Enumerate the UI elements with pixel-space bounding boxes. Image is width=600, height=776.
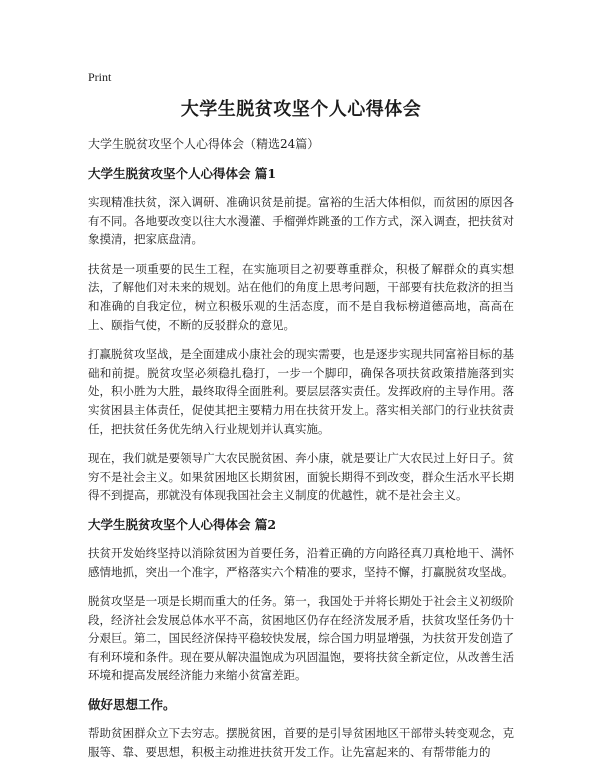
paragraph: 实现精准扶贫，深入调研、准确识贫是前提。富裕的生活大体相似，而贫困的原因各有不同。各地要改变以往大水漫灌、手榴弹炸跳蚤的工作方式，深入调查，把扶贫对象摸清，把家底盘清。 xyxy=(88,195,514,247)
paragraph: 脱贫攻坚是一项是长期而重大的任务。第一，我国处于并将长期处于社会主义初级阶段，经济社会发展总体水平不高，贫困地区仍存在经济发展矛盾，扶贫攻坚任务仍十分艰巨。第二，国民经济保持平稳较快发展，综合国力明显增强，为扶贫开发创造了有利环境和条件。现在要从解决温饱成为巩固温饱，要将扶贫全新定位，从改善生活环境和提高发展经济能力来缩小贫富差距。 xyxy=(88,594,514,683)
print-link[interactable]: Print xyxy=(88,70,112,84)
document-title: 大学生脱贫攻坚个人心得体会 xyxy=(180,99,422,120)
paragraph: 扶贫是一项重要的民生工程，在实施项目之初要尊重群众，积极了解群众的真实想法，了解他们对未来的规划。站在他们的角度上思考问题，干部要有扶危救济的担当和准确的自我定位，树立积极乐观的生活态度，而不是自我标榜道德高地，高高在上、颐指气使，不断的反驳群众的意见。 xyxy=(88,261,514,332)
section-heading: 做好思想工作。 xyxy=(88,697,176,713)
paragraph: 现在，我们就是要领导广大农民脱贫困、奔小康，就是要让广大农民过上好日子。贫穷不是社会主义。如果贫困地区长期贫困，面貌长期得不到改变，群众生活水平长期得不到提高，那就没有体现我国社会主义制度的优越性，就不是社会主义。 xyxy=(88,451,514,503)
paragraph: 打赢脱贫攻坚战，是全面建成小康社会的现实需要，也是逐步实现共同富裕目标的基础和前提。脱贫攻坚必须稳扎稳打，一步一个脚印，确保各项扶贫政策措施落到实处，积小胜为大胜，最终取得全面胜利。要层层落实责任。发挥政府的主导作用。落实贫困县主体责任，促使其把主要精力用在扶贫开发上。落实相关部门的行业扶贫责任，把扶贫任务优先纳入行业规划并认真实施。 xyxy=(88,347,514,436)
document-subtitle: 大学生脱贫攻坚个人心得体会（精选24篇） xyxy=(88,137,320,151)
paragraph: 帮助贫困群众立下去穷志。摆脱贫困，首要的是引导贫困地区干部带头转变观念，克服等、靠、要思想，积极主动推进扶贫开发工作。让先富起来的、有帮带能力的 xyxy=(88,726,514,759)
section-heading: 大学生脱贫攻坚个人心得体会 篇2 xyxy=(88,516,277,532)
paragraph: 扶贫开发始终坚持以消除贫困为首要任务，沿着正确的方向路径真刀真枪地干、满怀感情地抓，突出一个准字，严格落实六个精准的要求，坚持不懈，打赢脱贫攻坚战。 xyxy=(88,545,514,579)
section-heading: 大学生脱贫攻坚个人心得体会 篇1 xyxy=(88,166,277,181)
document-content xyxy=(88,98,514,772)
